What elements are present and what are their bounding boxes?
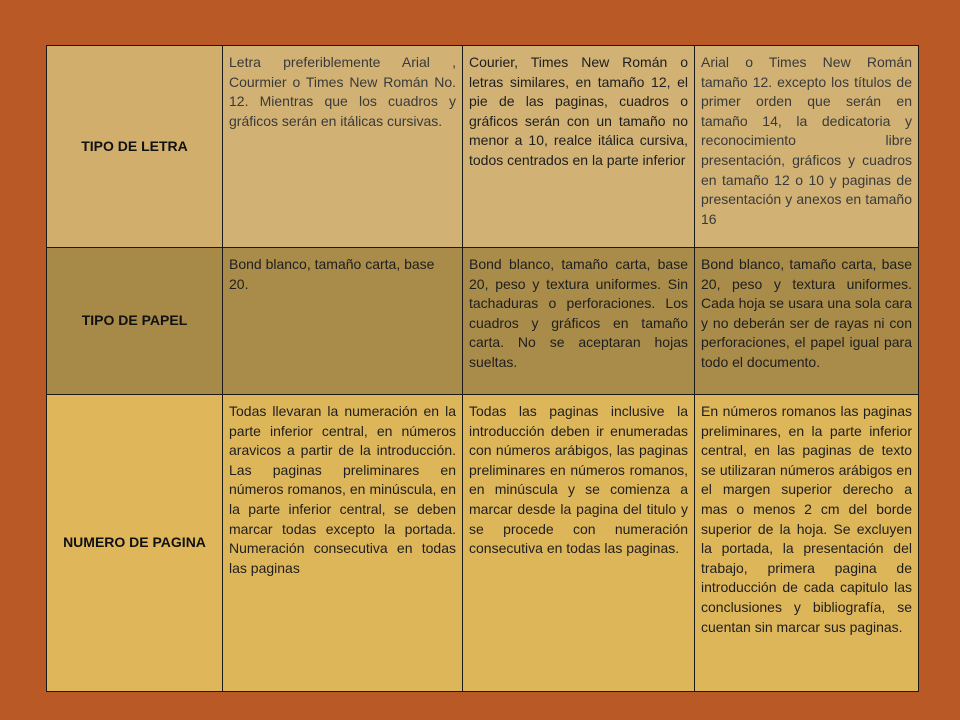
row-header-numero-de-pagina: NUMERO DE PAGINA: [47, 395, 223, 692]
row-header-tipo-de-letra: TIPO DE LETRA: [47, 46, 223, 248]
table-row-tipo-de-papel: [47, 248, 919, 395]
cell-numero-de-pagina-col3: En números romanos las paginas preliminares, en la parte inferior central, en las paginas de texto se utilizaran números arábigos en el margen superior derecho a mas o menos 2 cm del borde superior de la hoja. Se excluyen la portada, la presentación del trabajo, primera pagina de introducción de cada capitulo las conclusiones y bibliografía, se cuentan sin marcar sus paginas.: [695, 395, 919, 692]
cell-tipo-de-letra-col3: Arial o Times New Román tamaño 12. excepto los títulos de primer orden que serán en tamaño 14, la dedicatoria y reconocimiento libre presentación, gráficos y cuadros en tamaño 12 o 10 y paginas de presentación y anexos en tamaño 16: [695, 46, 919, 248]
row-header-tipo-de-papel: TIPO DE PAPEL: [47, 248, 223, 395]
cell-tipo-de-papel-col1: Bond blanco, tamaño carta, base 20.: [223, 248, 463, 395]
cell-tipo-de-letra-col1: Letra preferiblemente Arial , Courmier o Times New Román No. 12. Mientras que los cuadros y gráficos serán en itálicas cursivas.: [223, 46, 463, 248]
table-row-numero-de-pagina: [47, 395, 919, 692]
comparison-table: [46, 45, 919, 692]
cell-numero-de-pagina-col1: Todas llevaran la numeración en la parte inferior central, en números aravicos a partir de la introducción. Las paginas preliminares en números romanos, en minúscula, en la parte inferior central, se deben marcar todas excepto la portada. Numeración consecutiva en todas las paginas: [223, 395, 463, 692]
cell-tipo-de-letra-col2: Courier, Times New Román o letras similares, en tamaño 12, el pie de las paginas, cuadros o gráficos serán con un tamaño no menor a 10, realce itálica cursiva, todos centrados en la parte inferior: [463, 46, 695, 248]
cell-tipo-de-papel-col3: Bond blanco, tamaño carta, base 20, peso y textura uniformes. Cada hoja se usara una sola cara y no deberán ser de rayas ni con perforaciones, el papel igual para todo el documento.: [695, 248, 919, 395]
cell-tipo-de-papel-col2: Bond blanco, tamaño carta, base 20, peso y textura uniformes. Sin tachaduras o perforaciones. Los cuadros y gráficos en tamaño carta. No se aceptaran hojas sueltas.: [463, 248, 695, 395]
table-row-tipo-de-letra: [47, 46, 919, 248]
cell-numero-de-pagina-col2: Todas las paginas inclusive la introducción deben ir enumeradas con números arábigos, las paginas preliminares en números romanos, en minúscula y se comienza a marcar desde la pagina del titulo y se procede con numeración consecutiva en todas las paginas.: [463, 395, 695, 692]
